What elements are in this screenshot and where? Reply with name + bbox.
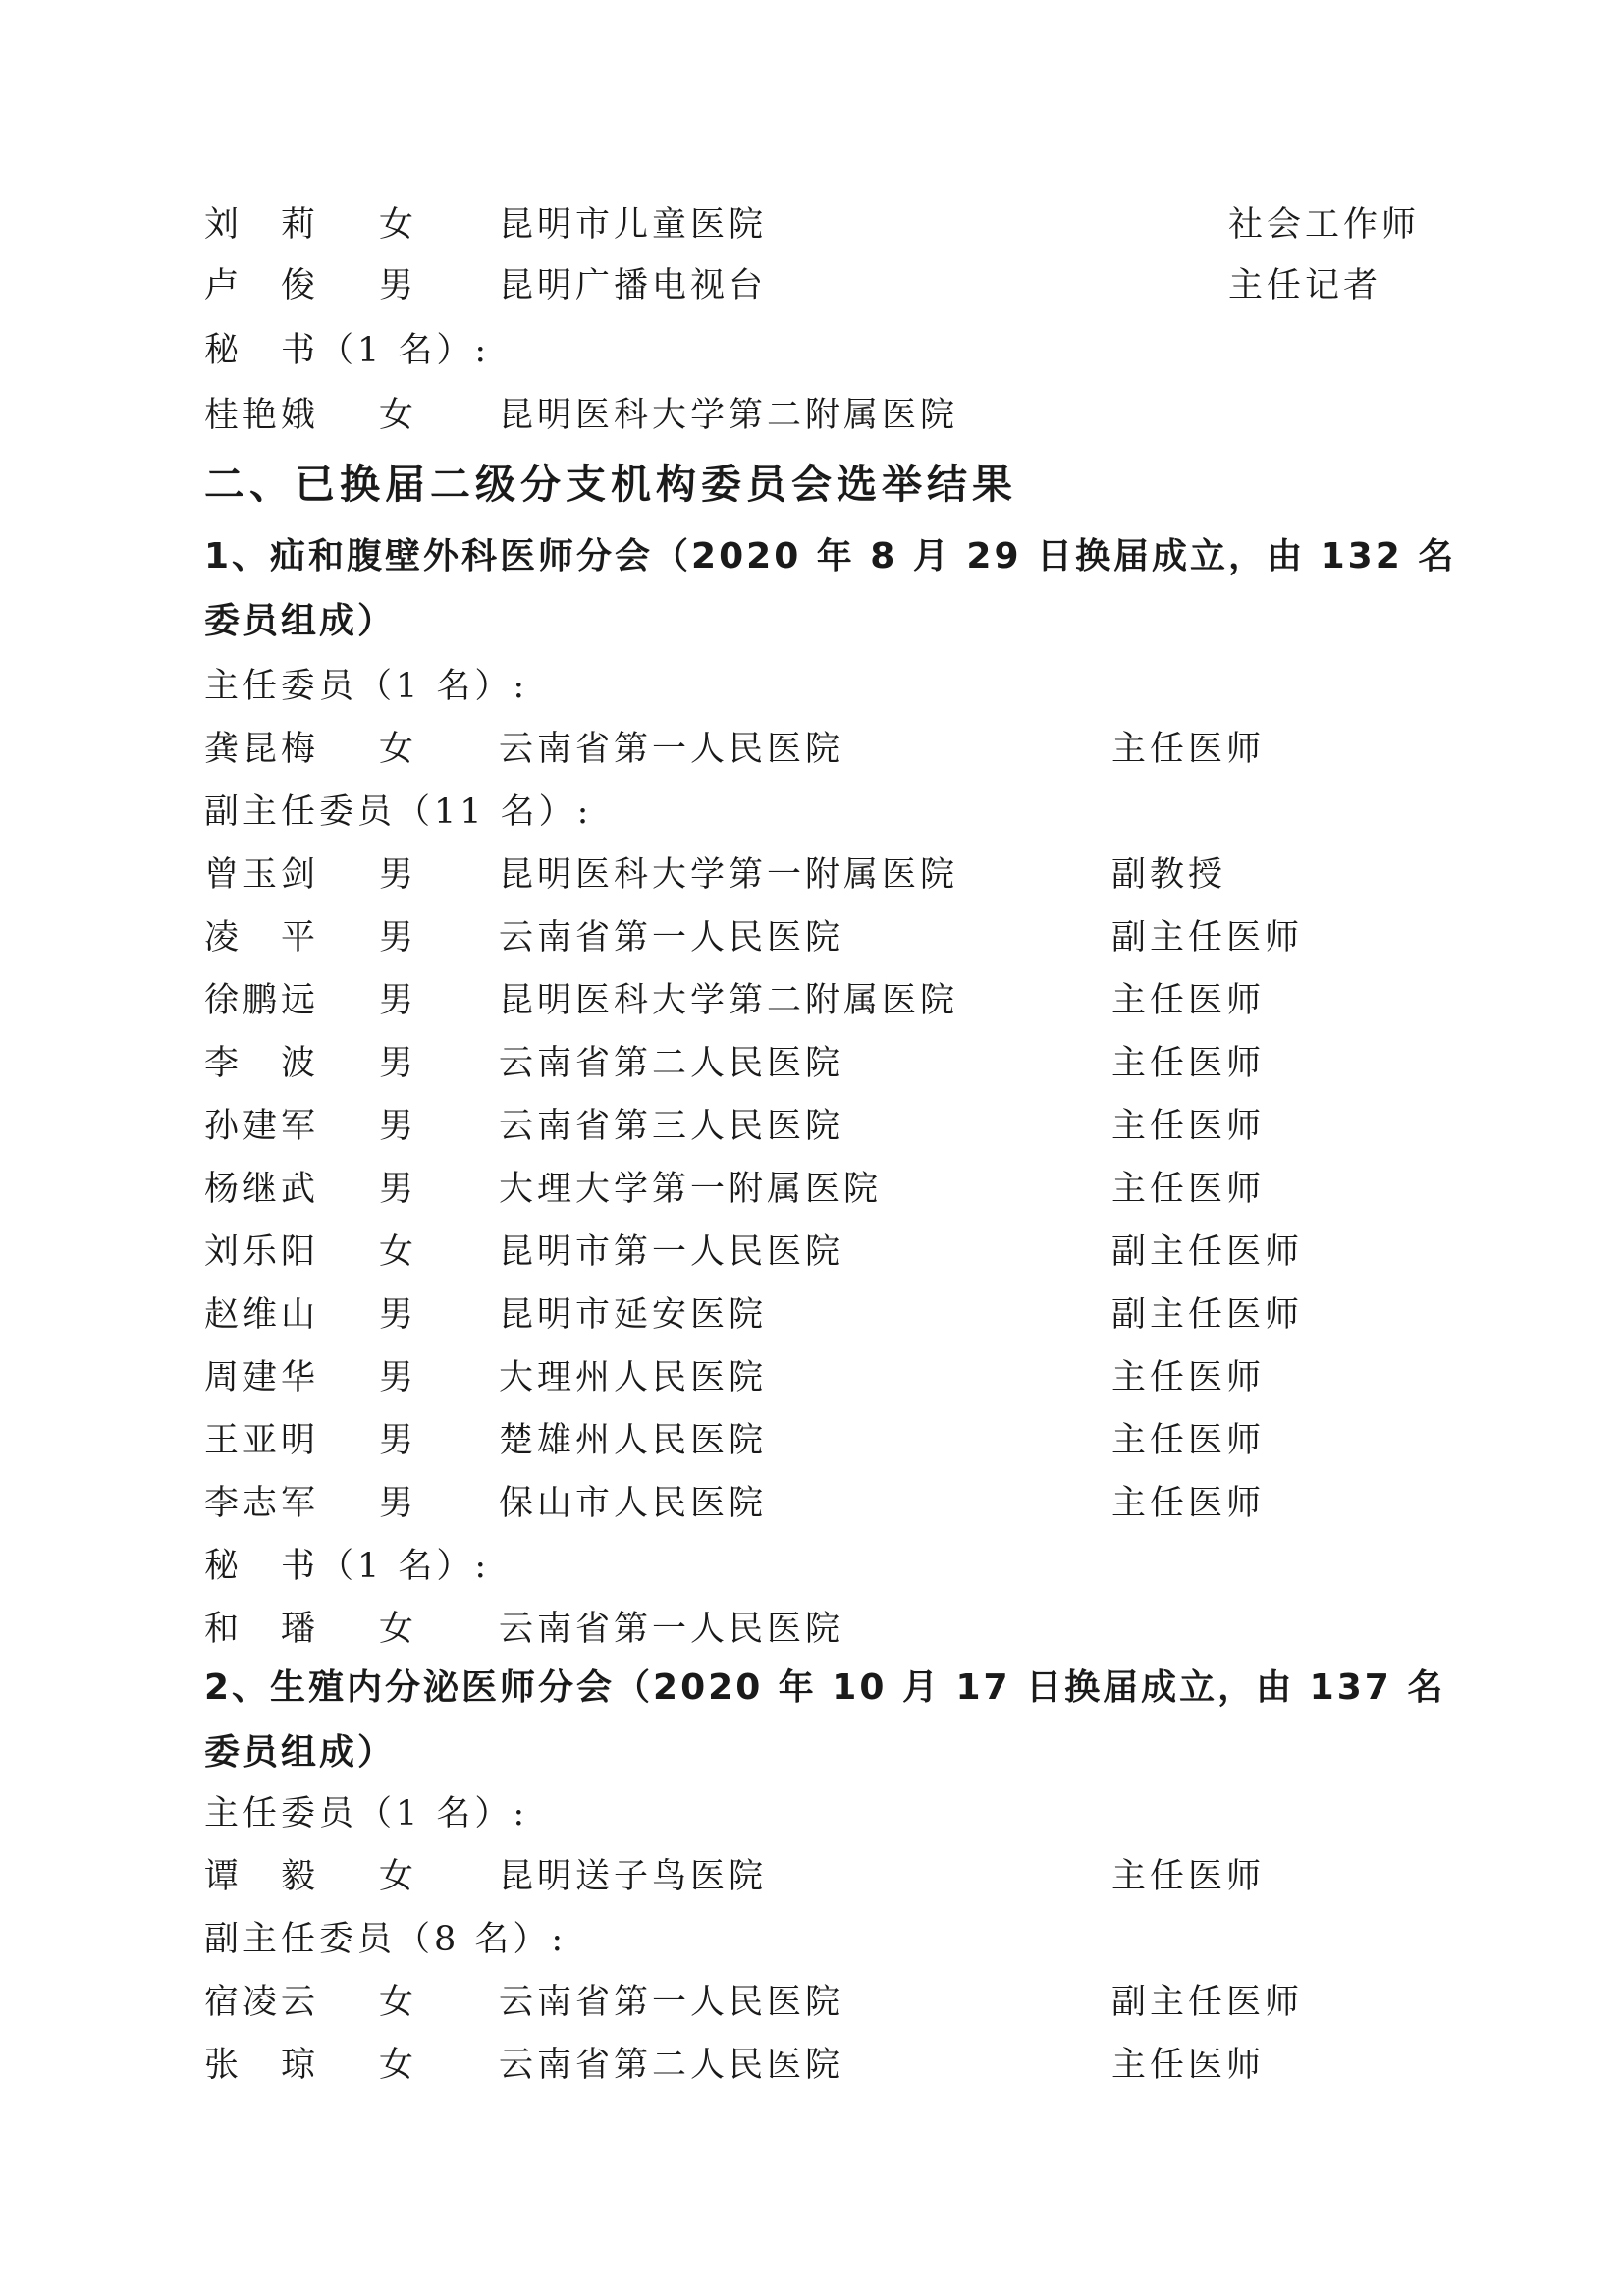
member-sex: 女 (379, 1983, 418, 2022)
member-org: 昆明广播电视台 (499, 266, 768, 305)
member-name: 徐鹏远 (204, 981, 320, 1020)
member-sex: 男 (379, 855, 418, 895)
member-name: 刘 莉 (204, 205, 320, 245)
member-name: 张 琼 (204, 2046, 320, 2085)
member-sex: 男 (379, 1107, 418, 1146)
member-org: 昆明医科大学第一附属医院 (499, 855, 959, 895)
member-title: 主任医师 (1111, 730, 1266, 769)
member-name: 杨继武 (204, 1170, 320, 1209)
member-title: 主任医师 (1111, 981, 1266, 1020)
branch-title-line2: 委员组成） (204, 601, 397, 641)
member-org: 大理州人民医院 (499, 1358, 768, 1397)
member-sex: 女 (379, 1610, 418, 1649)
secretary-label: 秘 书（1 名）: (204, 331, 491, 370)
member-title: 主任医师 (1111, 1044, 1266, 1083)
member-name: 孙建军 (204, 1107, 320, 1146)
member-org: 昆明市延安医院 (499, 1295, 768, 1335)
member-name: 谭 毅 (204, 1857, 320, 1896)
member-title: 副主任医师 (1111, 1983, 1304, 2022)
member-org: 保山市人民医院 (499, 1484, 768, 1523)
member-name: 赵维山 (204, 1295, 320, 1335)
member-sex: 女 (379, 2046, 418, 2085)
member-org: 云南省第一人民医院 (499, 918, 844, 957)
member-title: 副主任医师 (1111, 1232, 1304, 1272)
member-org: 云南省第一人民医院 (499, 1983, 844, 2022)
member-name: 刘乐阳 (204, 1232, 320, 1272)
member-org: 楚雄州人民医院 (499, 1421, 768, 1460)
member-title: 主任医师 (1111, 1484, 1266, 1523)
member-org: 云南省第二人民医院 (499, 2046, 844, 2085)
member-name: 曾玉剑 (204, 855, 320, 895)
member-org: 云南省第二人民医院 (499, 1044, 844, 1083)
member-name: 龚昆梅 (204, 730, 320, 769)
member-org: 云南省第一人民医院 (499, 730, 844, 769)
secretary-label: 秘 书（1 名）: (204, 1547, 491, 1586)
member-name: 宿凌云 (204, 1983, 320, 2022)
member-title: 副主任医师 (1111, 1295, 1304, 1335)
member-sex: 男 (379, 1358, 418, 1397)
member-org: 昆明送子鸟医院 (499, 1857, 768, 1896)
member-sex: 男 (379, 1484, 418, 1523)
chair-label: 主任委员（1 名）: (204, 667, 529, 706)
member-sex: 男 (379, 981, 418, 1020)
member-org: 昆明市第一人民医院 (499, 1232, 844, 1272)
section-heading: 二、已换届二级分支机构委员会选举结果 (204, 461, 1017, 508)
member-org: 昆明医科大学第二附属医院 (499, 981, 959, 1020)
member-name: 李 波 (204, 1044, 320, 1083)
member-sex: 女 (379, 205, 418, 245)
member-org: 大理大学第一附属医院 (499, 1170, 883, 1209)
member-title: 主任记者 (1228, 266, 1382, 305)
chair-label: 主任委员（1 名）: (204, 1794, 529, 1833)
member-name: 卢 俊 (204, 266, 320, 305)
member-title: 主任医师 (1111, 1107, 1266, 1146)
member-title: 主任医师 (1111, 1421, 1266, 1460)
member-sex: 男 (379, 266, 418, 305)
member-org: 昆明市儿童医院 (499, 205, 768, 245)
member-name: 李志军 (204, 1484, 320, 1523)
branch-title-line1: 2、生殖内分泌医师分会（2020 年 10 月 17 日换届成立，由 137 名 (204, 1667, 1446, 1708)
member-sex: 女 (379, 730, 418, 769)
member-sex: 男 (379, 1170, 418, 1209)
member-title: 主任医师 (1111, 1857, 1266, 1896)
member-sex: 男 (379, 918, 418, 957)
member-title: 主任医师 (1111, 2046, 1266, 2085)
member-sex: 男 (379, 1295, 418, 1335)
member-name: 桂艳娥 (204, 396, 320, 435)
member-sex: 女 (379, 1857, 418, 1896)
member-name: 和 璠 (204, 1610, 320, 1649)
branch-title-line2: 委员组成） (204, 1732, 397, 1773)
member-title: 主任医师 (1111, 1358, 1266, 1397)
vice-label: 副主任委员（8 名）: (204, 1920, 568, 1959)
member-title: 社会工作师 (1228, 205, 1421, 245)
vice-label: 副主任委员（11 名）: (204, 793, 593, 832)
member-org: 云南省第一人民医院 (499, 1610, 844, 1649)
member-title: 副主任医师 (1111, 918, 1304, 957)
member-sex: 女 (379, 1232, 418, 1272)
member-name: 王亚明 (204, 1421, 320, 1460)
member-org: 云南省第三人民医院 (499, 1107, 844, 1146)
member-org: 昆明医科大学第二附属医院 (499, 396, 959, 435)
member-title: 主任医师 (1111, 1170, 1266, 1209)
member-sex: 男 (379, 1421, 418, 1460)
member-name: 凌 平 (204, 918, 320, 957)
member-sex: 男 (379, 1044, 418, 1083)
member-sex: 女 (379, 396, 418, 435)
member-title: 副教授 (1111, 855, 1227, 895)
member-name: 周建华 (204, 1358, 320, 1397)
branch-title-line1: 1、疝和腹壁外科医师分会（2020 年 8 月 29 日换届成立，由 132 名 (204, 536, 1457, 576)
